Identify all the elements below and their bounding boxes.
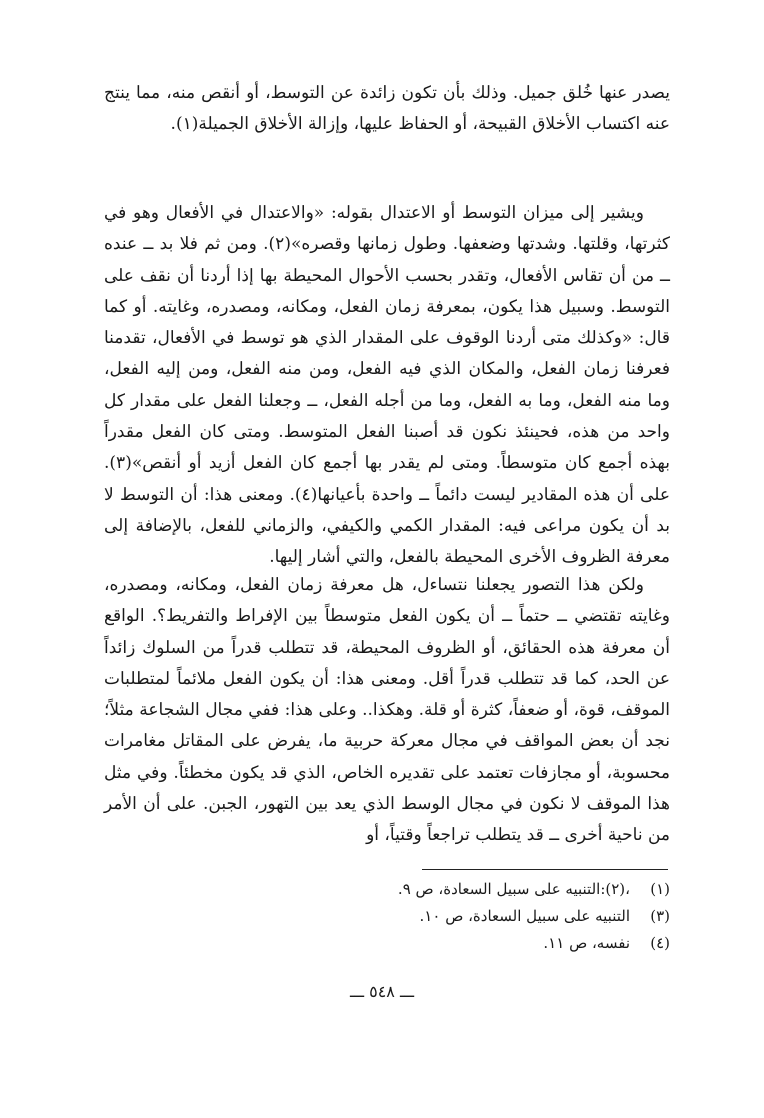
footnote-text: نفسه، ص ١١. bbox=[543, 934, 630, 952]
paragraph-1 bbox=[104, 78, 670, 141]
footnotes bbox=[104, 876, 670, 957]
paragraph-text: ولكن هذا التصور يجعلنا نتساءل، هل معرفة زمان الفعل، ومكانه، ومصدره، وغايته تقتضي ــ حتماً ــ أن يكون الفعل متوسطاً بين الإفراط والتفريط؟. الواقع أن معرفة هذه الحقائق، أو الظروف المحيطة، قد تتطلب قدراً من السلوك زائداً عن الحد، كما قد تتطلب قدراً أقل. ومعنى هذا: أن يكون الفعل ملائماً لمتطلبات الموقف، قوة، أو ضعفاً، كثرة أو قلة. وهكذا.. وعلى هذا: ففي مجال الشجاعة مثلاً؛ نجد أن بعض المواقف في مجال معركة حربية ما، يفرض على المقاتل مغامرات محسوبة، أو مجازفات تعتمد على تقديره الخاص، الذي قد يكون مخطئاً. وفي مثل هذا الموقف لا نكون في مجال الوسط الذي يعد بين التهور، الجبن. على أن الأمر من ناحية أخرى ــ قد يتطلب تراجعاً وقتياً، أو bbox=[104, 575, 670, 846]
footnote-text: ،(٢):التنبيه على سبيل السعادة، ص ٩. bbox=[397, 880, 630, 898]
footnote-item bbox=[104, 930, 670, 957]
paragraph-text: ويشير إلى ميزان التوسط أو الاعتدال بقوله: «والاعتدال في الأفعال وهو في كثرتها، وقلتها. وشدتها وضعفها. وطول زمانها وقصره»(٢). ومن ثم فلا بد ــ عنده ــ من أن تقاس الأفعال، وتقدر بحسب الأحوال المحيطة بها إذا أردنا أن نقف على التوسط. وسبيل هذا يكون، بمعرفة زمان الفعل، ومكانه، ومصدره، وغايته. أو كما قال: «وكذلك متى أردنا الوقوف على المقدار الذي هو توسط في الأفعال، تقدمنا فعرفنا زمان الفعل، والمكان الذي فيه الفعل، ومن منه الفعل، ومن إليه الفعل، وما منه الفعل، وما به الفعل، وما من أجله الفعل، ــ وجعلنا الفعل على مقدار كل واحد من هذه، فحينئذ نكون قد أصبنا الفعل المتوسط. ومتى كان الفعل مقدراً بهذه أجمع كان متوسطاً. ومتى لم يقدر بها أجمع كان الفعل أزيد أو أنقص»(٣). على أن هذه المقادير ليست دائماً ــ واحدة بأعيانها(٤). ومعنى هذا: أن التوسط لا بد أن يكون مراعى فيه: المقدار الكمي والكيفي، والزماني للفعل، بالإضافة إلى معرفة الظروف الأخرى المحيطة بالفعل، والتي أشار إليها. bbox=[104, 203, 671, 568]
footnote-number: (٣) bbox=[650, 907, 670, 925]
paragraph-text: يصدر عنها خُلق جميل. وذلك بأن تكون زائدة عن التوسط، أو أنقص منه، مما ينتج عنه اكتساب الأخلاق القبيحة، أو الحفاظ عليها، وإزالة الأخلاق الجميلة(١). bbox=[104, 83, 670, 135]
footnote-item bbox=[104, 876, 670, 903]
footnote-text: التنبيه على سبيل السعادة، ص ١٠. bbox=[419, 907, 630, 925]
footnote-number: (٤) bbox=[650, 934, 670, 952]
paragraph-2 bbox=[104, 198, 670, 574]
footnote-item bbox=[104, 903, 670, 930]
footnote-separator bbox=[422, 869, 668, 870]
footnote-number: (١) bbox=[650, 880, 670, 898]
paragraph-3 bbox=[104, 570, 670, 852]
page-number: ـــ ٥٤٨ ـــ bbox=[349, 982, 415, 1001]
